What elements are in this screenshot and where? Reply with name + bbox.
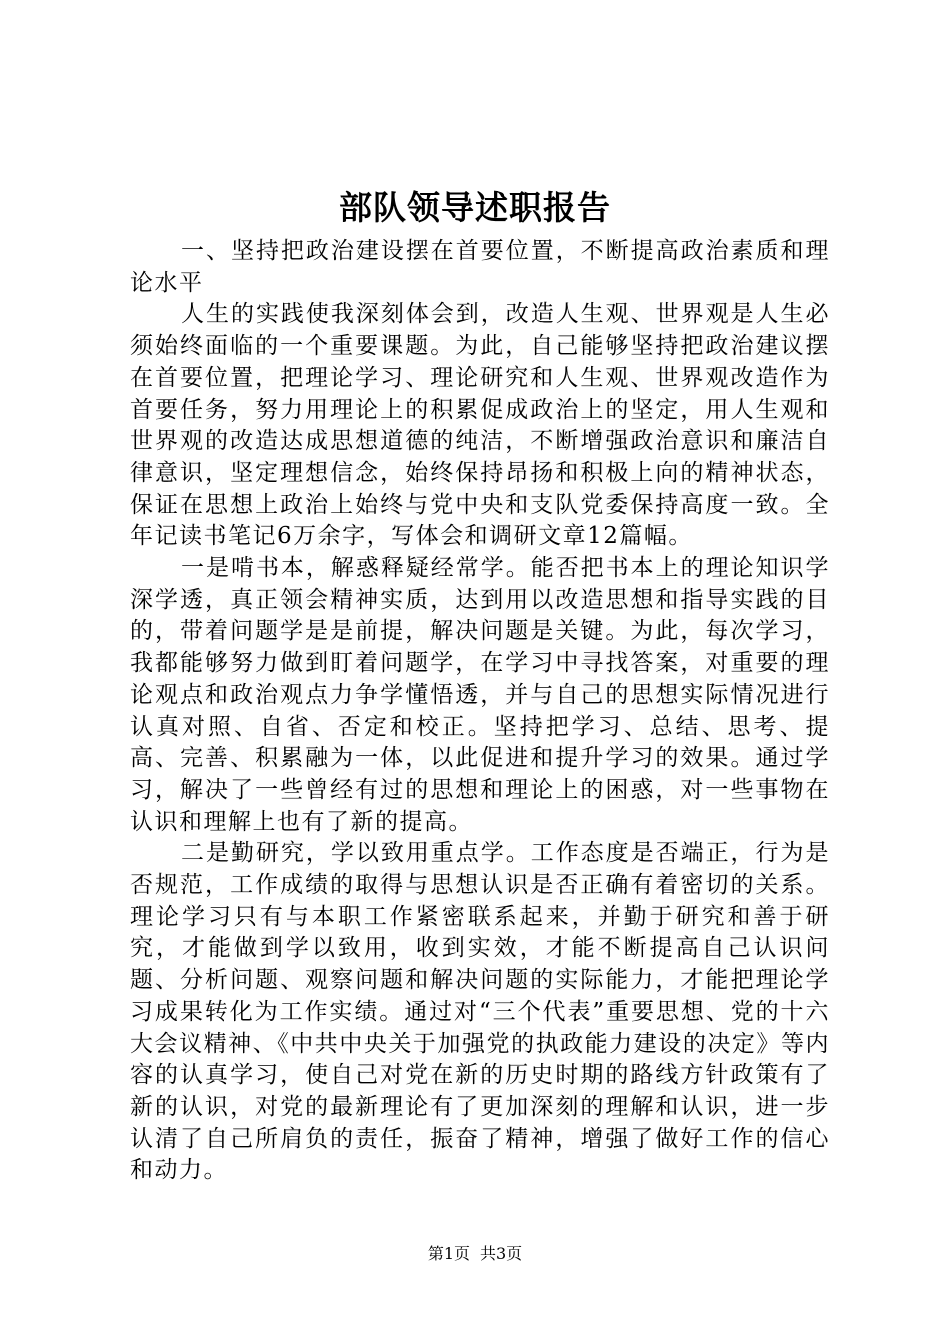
page-footer: [0, 1243, 950, 1265]
body-paragraph: 人生的实践使我深刻体会到，改造人生观、世界观是人生必须始终面临的一个重要课题。为此，自己能够坚持把政治建议摆在首要位置，把理论学习、理论研究和人生观、世界观改造作为首要任务，努力用理论上的积累促成政治上的坚定，用人生观和世界观的改造达成思想道德的纯洁，不断增强政治意识和廉洁自律意识，坚定理想信念，始终保持昂扬和积极上向的精神状态，保证在思想上政治上始终与党中央和支队党委保持高度一致。全年记读书笔记6万余字，写体会和调研文章12篇幅。: [130, 301, 830, 550]
body-paragraph: 一是啃书本，解惑释疑经常学。能否把书本上的理论知识学深学透，真正领会精神实质，达到用以改造思想和指导实践的目的，带着问题学是是前提，解决问题是关键。为此，每次学习，我都能够努力做到盯着问题学，在学习中寻找答案，对重要的理论观点和政治观点力争学懂悟透，并与自己的思想实际情况进行认真对照、自省、否定和校正。坚持把学习、总结、思考、提高、完善、积累融为一体，以此促进和提升学习的效果。通过学习，解决了一些曾经有过的思想和理论上的困惑，对一些事物在认识和理解上也有了新的提高。: [130, 555, 830, 835]
page-total: 共3页: [480, 1244, 523, 1263]
document-title: 部队领导述职报告: [339, 188, 611, 227]
page-number: 第1页: [427, 1244, 470, 1263]
body-paragraph: 二是勤研究，学以致用重点学。工作态度是否端正，行为是否规范，工作成绩的取得与思想认识是否正确有着密切的关系。理论学习只有与本职工作紧密联系起来，并勤于研究和善于研究，才能做到学以致用，收到实效，才能不断提高自己认识问题、分析问题、观察问题和解决问题的实际能力，才能把理论学习成果转化为工作实绩。通过对“三个代表”重要思想、党的十六大会议精神、《中共中央关于加强党的执政能力建设的决定》等内容的认真学习，使自己对党在新的历史时期的路线方针政策有了新的认识，对党的最新理论有了更加深刻的理解和认识，进一步认清了自己所肩负的责任，振奋了精神，增强了做好工作的信心和动力。: [130, 840, 830, 1184]
document-body: [130, 236, 830, 1187]
section-heading: 一、坚持把政治建设摆在首要位置，不断提高政治素质和理论水平: [130, 238, 830, 296]
